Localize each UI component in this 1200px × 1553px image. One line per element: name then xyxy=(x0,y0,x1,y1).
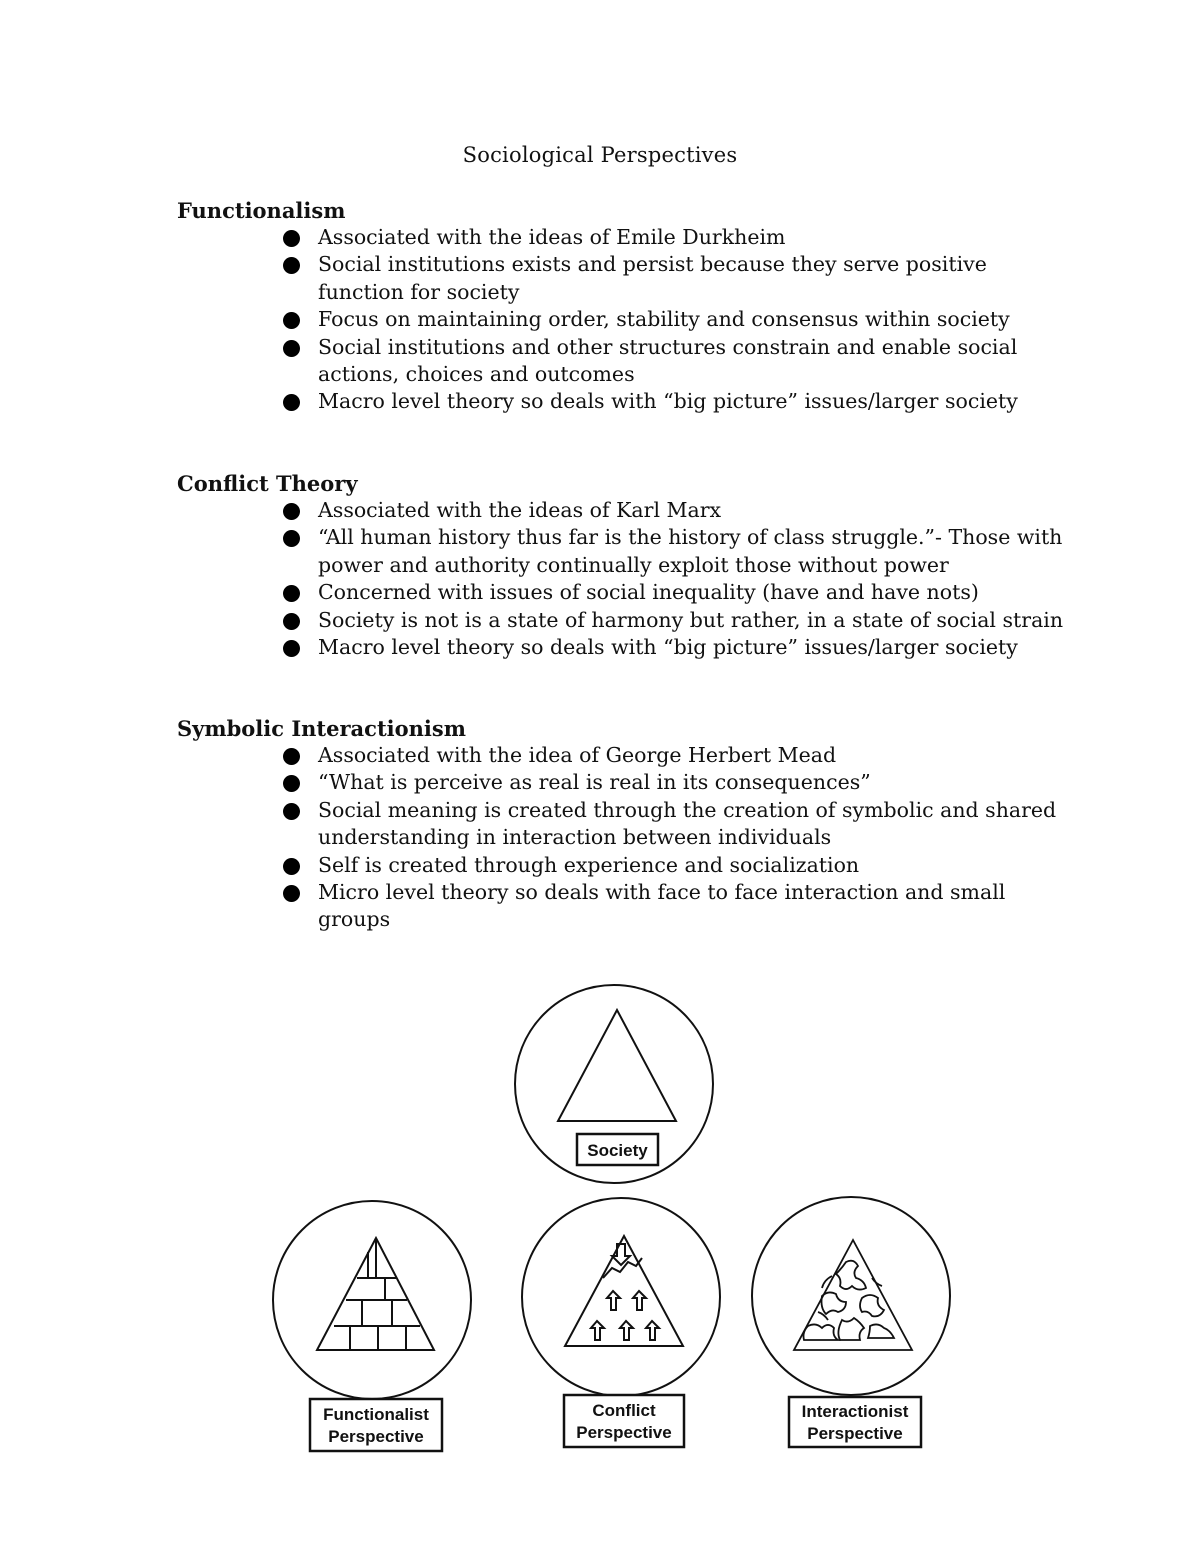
functionalist-label-line2: Perspective xyxy=(328,1427,424,1446)
section-heading: Functionalism xyxy=(177,198,346,223)
list-item: Social institutions exists and persist because they serve positive function for society xyxy=(287,251,1077,306)
society-figure xyxy=(515,985,713,1183)
list-item: Social institutions and other structures constrain and enable social actions, choices and outcomes xyxy=(287,334,1077,389)
interactionist-circle xyxy=(752,1197,950,1395)
list-item: “All human history thus far is the history of class struggle.”- Those with power and authority continually exploit those without power xyxy=(287,524,1077,579)
interactionist-pyramid-icon xyxy=(794,1240,912,1350)
conflict-pyramid-icon xyxy=(565,1236,683,1346)
list-item: Focus on maintaining order, stability and consensus within society xyxy=(287,306,1077,333)
conflict-label-line1: Conflict xyxy=(592,1401,656,1420)
interactionist-label-line2: Perspective xyxy=(807,1424,903,1443)
list-item: Associated with the ideas of Karl Marx xyxy=(287,497,1077,524)
list-item: Social meaning is created through the creation of symbolic and shared understanding in interaction between individuals xyxy=(287,797,1077,852)
list-item: Concerned with issues of social inequality (have and have nots) xyxy=(287,579,1077,606)
section-heading: Symbolic Interactionism xyxy=(177,716,466,741)
page-title: Sociological Perspectives xyxy=(462,143,738,167)
society-label: Society xyxy=(587,1141,648,1160)
list-item: “What is perceive as real is real in its consequences” xyxy=(287,769,1077,796)
list-item: Associated with the ideas of Emile Durkheim xyxy=(287,224,1077,251)
society-triangle-icon xyxy=(558,1010,676,1121)
list-item: Micro level theory so deals with face to face interaction and small groups xyxy=(287,879,1077,934)
section-heading: Conflict Theory xyxy=(177,471,358,496)
conflict-figure xyxy=(522,1198,720,1447)
functionalist-figure xyxy=(273,1201,471,1451)
conflict-circle xyxy=(522,1198,720,1396)
list-item: Macro level theory so deals with “big picture” issues/larger society xyxy=(287,388,1077,415)
list-item: Associated with the idea of George Herbert Mead xyxy=(287,742,1077,769)
list-item: Society is not is a state of harmony but rather, in a state of social strain xyxy=(287,607,1077,634)
functionalist-pyramid-icon xyxy=(317,1238,434,1350)
interactionist-label-line1: Interactionist xyxy=(801,1402,909,1421)
interactionist-figure xyxy=(752,1197,950,1447)
functionalist-label-line1: Functionalist xyxy=(323,1405,429,1424)
list-item: Macro level theory so deals with “big picture” issues/larger society xyxy=(287,634,1077,661)
list-item: Self is created through experience and socialization xyxy=(287,852,1077,879)
conflict-label-line2: Perspective xyxy=(576,1423,672,1442)
